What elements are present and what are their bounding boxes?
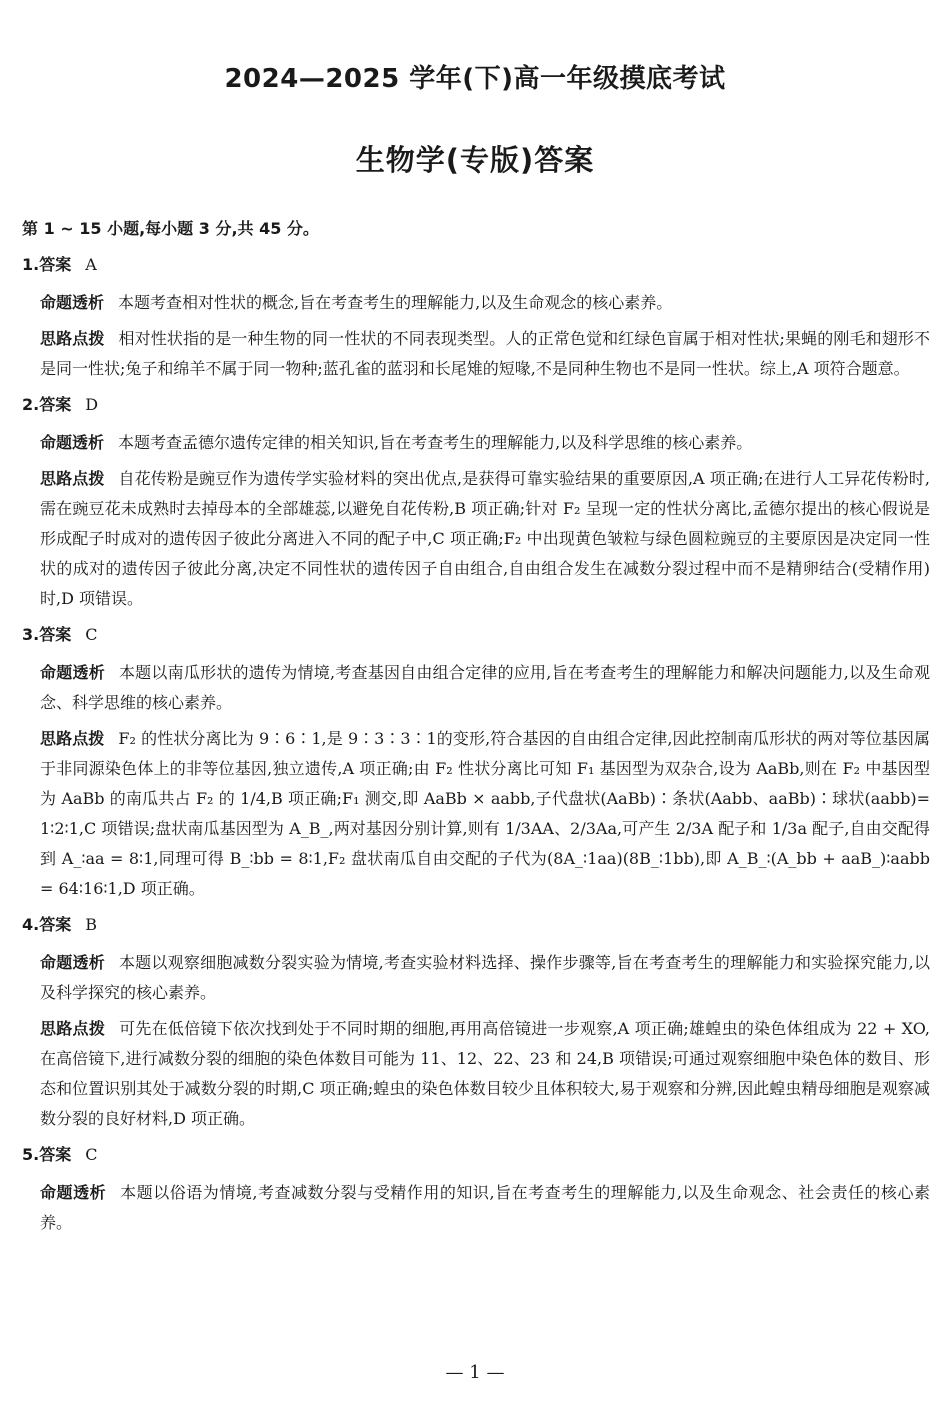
analysis-text: 本题考查孟德尔遗传定律的相关知识,旨在考查考生的理解能力,以及科学思维的核心素养。 bbox=[118, 433, 753, 452]
reasoning-label: 思路点拨 bbox=[40, 469, 105, 488]
answer-label: 答案 bbox=[39, 915, 72, 934]
question-2 bbox=[22, 390, 930, 614]
question-3 bbox=[22, 620, 930, 904]
analysis-label: 命题透析 bbox=[40, 433, 105, 452]
reasoning-text: 自花传粉是豌豆作为遗传学实验材料的突出优点,是获得可靠实验结果的重要原因,A 项正确;在进行人工异花传粉时,需在豌豆花未成熟时去掉母本的全部雄蕊,以避免自花传粉,B 项正确;针对 F₂ 呈现一定的性状分离比,孟德尔提出的核心假说是形成配子时成对的遗传因子彼此分离进入不同的配子中,C 项正确;F₂ 中出现黄色皱粒与绿色圆粒豌豆的主要原因是决定同一性状的成对的遗传因子彼此分离,决定不同性状的遗传因子自由组合,自由组合发生在减数分裂过程中而不是精卵结合(受精作用)时,D 项错误。 bbox=[40, 469, 930, 608]
question-number: 5. bbox=[22, 1145, 40, 1164]
answer-label: 答案 bbox=[39, 255, 72, 274]
answer-line bbox=[22, 1140, 930, 1176]
reasoning-label: 思路点拨 bbox=[40, 1019, 106, 1038]
analysis-paragraph bbox=[22, 658, 930, 718]
analysis-text: 本题以俗语为情境,考查减数分裂与受精作用的知识,旨在考查考生的理解能力,以及生命观念、社会责任的核心素养。 bbox=[40, 1183, 930, 1232]
question-number: 1. bbox=[22, 255, 40, 274]
analysis-label: 命题透析 bbox=[40, 663, 105, 682]
answer-line bbox=[22, 390, 930, 426]
questions-list bbox=[22, 250, 930, 1244]
answer-value: C bbox=[85, 625, 98, 644]
question-number: 4. bbox=[22, 915, 40, 934]
reasoning-text: 相对性状指的是一种生物的同一性状的不同表现类型。人的正常色觉和红绿色盲属于相对性状;果蝇的刚毛和翅形不是同一性状;兔子和绵羊不属于同一物种;蓝孔雀的蓝羽和长尾雉的短喙,不是同种生物也不是同一性状。综上,A 项符合题意。 bbox=[40, 329, 930, 378]
reasoning-text: F₂ 的性状分离比为 9∶6∶1,是 9∶3∶3∶1的变形,符合基因的自由组合定律,因此控制南瓜形状的两对等位基因属于非同源染色体上的非等位基因,独立遗传,A 项正确;由 F₂ 性状分离比可知 F₁ 基因型为双杂合,设为 AaBb,则在 F₂ 中基因型为 AaBb 的南瓜共占 F₂ 的 1/4,B 项正确;F₁ 测交,即 AaBb × aabb,子代盘状(AaBb)∶条状(Aabb、aaBb)∶球状(aabb)= 1∶2∶1,C 项错误;盘状南瓜基因型为 A_B_,两对基因分别计算,则有 1/3AA、2/3Aa,可产生 2/3A 配子和 1/3a 配子,自由交配得到 A_∶aa = 8∶1,同理可得 B_∶bb = 8∶1,F₂ 盘状南瓜自由交配的子代为(8A_∶1aa)(8B_∶1bb),即 A_B_∶(A_bb + aaB_)∶aabb = 64∶16∶1,D 项正确。 bbox=[40, 729, 930, 898]
reasoning-paragraph bbox=[22, 1014, 930, 1134]
answer-line bbox=[22, 910, 930, 946]
answer-label: 答案 bbox=[39, 1145, 72, 1164]
question-number: 2. bbox=[22, 395, 40, 414]
analysis-label: 命题透析 bbox=[40, 953, 105, 972]
reasoning-label: 思路点拨 bbox=[40, 329, 105, 348]
reasoning-paragraph bbox=[22, 464, 930, 614]
analysis-text: 本题以观察细胞减数分裂实验为情境,考查实验材料选择、操作步骤等,旨在考查考生的理解能力和实验探究能力,以及科学探究的核心素养。 bbox=[40, 953, 930, 1002]
answer-value: D bbox=[85, 395, 99, 414]
section-intro: 第 1 ~ 15 小题,每小题 3 分,共 45 分。 bbox=[22, 219, 319, 238]
analysis-text: 本题以南瓜形状的遗传为情境,考查基因自由组合定律的应用,旨在考查考生的理解能力和解决问题能力,以及生命观念、科学思维的核心素养。 bbox=[40, 663, 930, 712]
reasoning-paragraph bbox=[22, 324, 930, 384]
answer-label: 答案 bbox=[39, 625, 72, 644]
analysis-label: 命题透析 bbox=[40, 1183, 107, 1202]
reasoning-label: 思路点拨 bbox=[40, 729, 105, 748]
page-number: — 1 — bbox=[445, 1362, 505, 1383]
page-subtitle: 生物学(专版)答案 bbox=[355, 143, 595, 177]
question-number: 3. bbox=[22, 625, 40, 644]
reasoning-paragraph bbox=[22, 724, 930, 904]
answer-value: A bbox=[85, 255, 97, 274]
analysis-text: 本题考查相对性状的概念,旨在考查考生的理解能力,以及生命观念的核心素养。 bbox=[118, 293, 673, 312]
question-1 bbox=[22, 250, 930, 384]
analysis-paragraph bbox=[22, 948, 930, 1008]
answer-value: B bbox=[85, 915, 97, 934]
answer-label: 答案 bbox=[39, 395, 72, 414]
reasoning-text: 可先在低倍镜下依次找到处于不同时期的细胞,再用高倍镜进一步观察,A 项正确;雄蝗虫的染色体组成为 22 + XO,在高倍镜下,进行减数分裂的细胞的染色体数目可能为 11、12、22、23 和 24,B 项错误;可通过观察细胞中染色体的数目、形态和位置识别其处于减数分裂的时期,C 项正确;蝗虫的染色体数目较少且体积较大,易于观察和分辨,因此蝗虫精母细胞是观察减数分裂的良好材料,D 项正确。 bbox=[40, 1019, 930, 1128]
page-title: 2024—2025 学年(下)高一年级摸底考试 bbox=[224, 64, 726, 94]
answer-line bbox=[22, 620, 930, 656]
answer-line bbox=[22, 250, 930, 286]
answer-value: C bbox=[85, 1145, 98, 1164]
analysis-label: 命题透析 bbox=[40, 293, 105, 312]
question-5 bbox=[22, 1140, 930, 1238]
analysis-paragraph bbox=[22, 288, 930, 318]
analysis-paragraph bbox=[22, 428, 930, 458]
analysis-paragraph bbox=[22, 1178, 930, 1238]
question-4 bbox=[22, 910, 930, 1134]
